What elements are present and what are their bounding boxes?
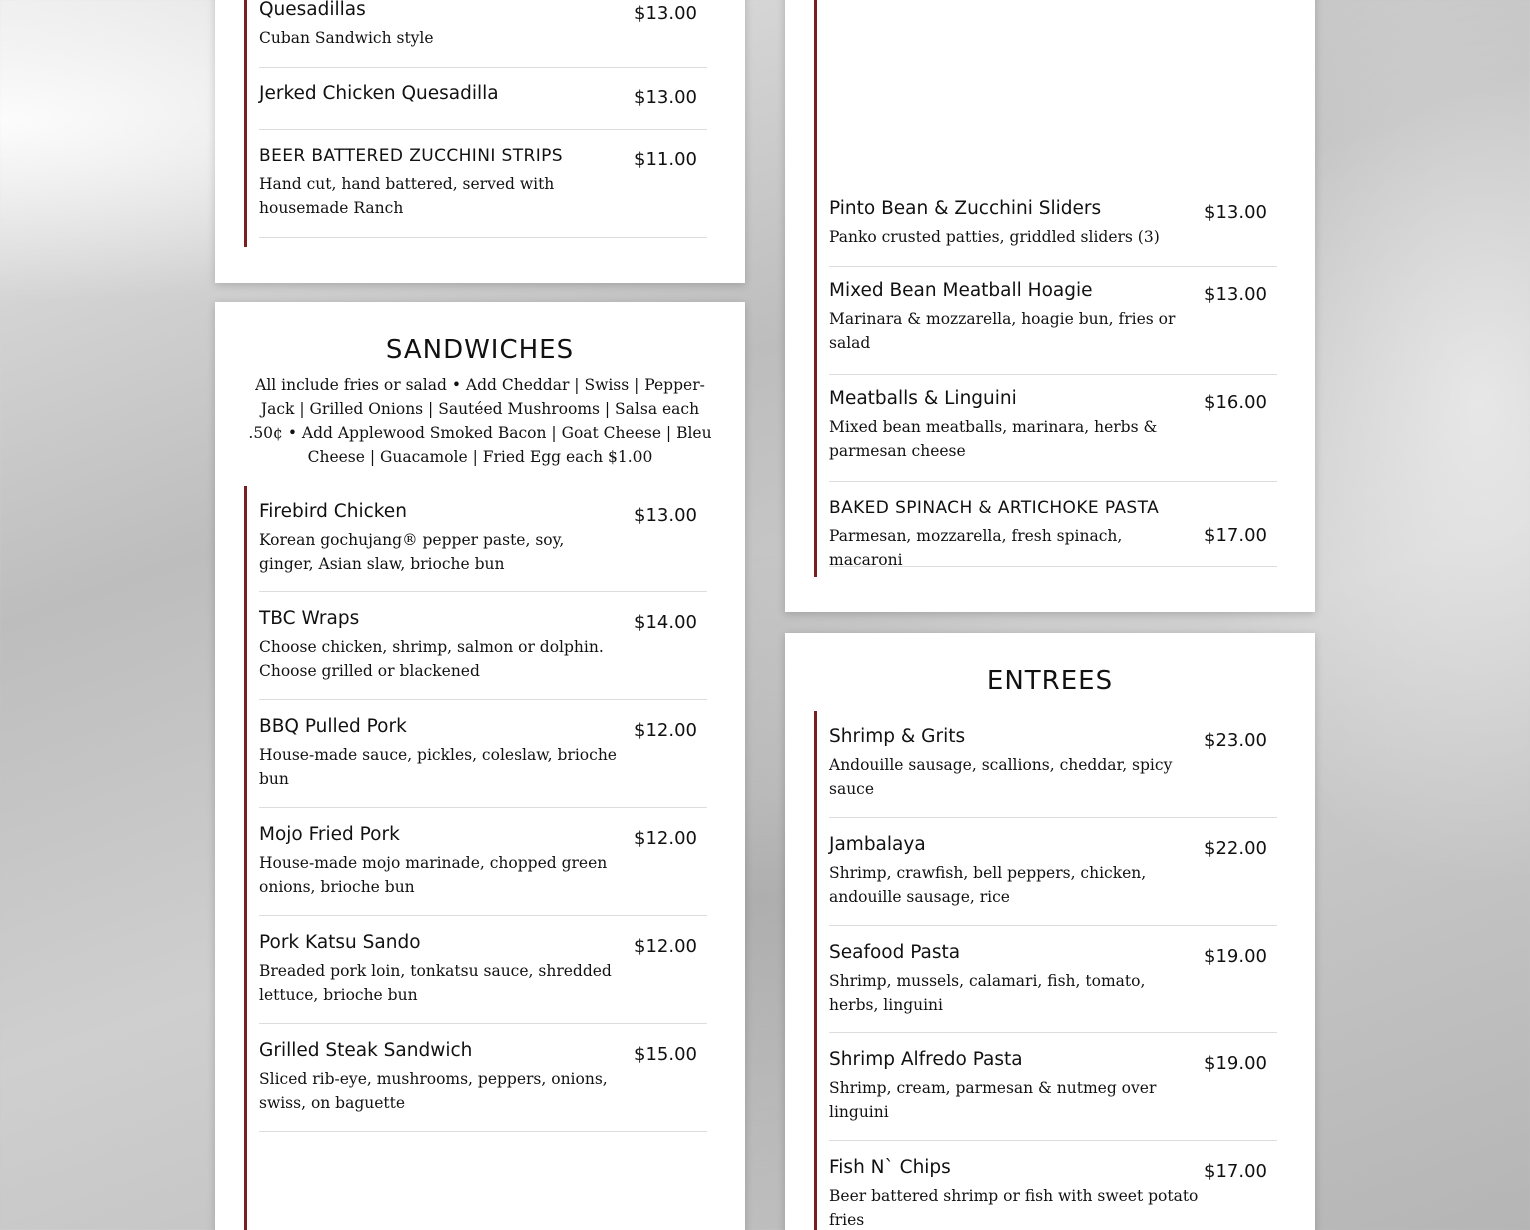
item-description: Cuban Sandwich style: [259, 29, 434, 47]
item-name: Grilled Steak Sandwich: [259, 1040, 473, 1061]
item-name: Jambalaya: [829, 834, 926, 855]
item-description: Andouille sausage, scallions, cheddar, spicy sauce: [829, 756, 1173, 798]
item-price: $11.00: [634, 149, 697, 170]
item-name: BBQ Pulled Pork: [259, 716, 407, 737]
menu-item: [829, 926, 1277, 1033]
item-price: $19.00: [1204, 946, 1267, 967]
menu-item: [259, 808, 707, 916]
menu-item: [829, 267, 1277, 375]
menu-card-appetizers-continued: [215, 0, 745, 283]
item-name: Meatballs & Linguini: [829, 388, 1017, 409]
section-title: ENTREES: [986, 666, 1114, 696]
menu-item: [259, 700, 707, 808]
item-name: Pork Katsu Sando: [259, 932, 421, 953]
item-price: $17.00: [1204, 1161, 1267, 1182]
item-price: $13.00: [634, 505, 697, 526]
item-price: $13.00: [1204, 202, 1267, 223]
item-name: Jerked Chicken Quesadilla: [259, 83, 499, 104]
menu-item: [259, 916, 707, 1024]
menu-card-sandwiches: [215, 302, 745, 1230]
menu-item: [829, 1141, 1277, 1230]
item-name: Mojo Fried Pork: [259, 824, 400, 845]
item-price: $13.00: [1204, 284, 1267, 305]
item-price: $17.00: [1204, 525, 1267, 546]
item-description: Shrimp, cream, parmesan & nutmeg over linguini: [829, 1079, 1157, 1121]
item-description: Choose chicken, shrimp, salmon or dolphin. Choose grilled or blackened: [259, 638, 604, 680]
item-price: $13.00: [634, 87, 697, 108]
menu-list: [814, 711, 1274, 1230]
menu-item: [259, 130, 707, 238]
item-description: Marinara & mozzarella, hoagie bun, fries or salad: [829, 310, 1176, 352]
item-description: Mixed bean meatballs, marinara, herbs & parmesan cheese: [829, 418, 1158, 460]
menu-card-entrees: [785, 633, 1315, 1230]
section-title: SANDWICHES: [385, 335, 575, 365]
item-price: $19.00: [1204, 1053, 1267, 1074]
item-price: $12.00: [634, 720, 697, 741]
item-name: Seafood Pasta: [829, 942, 961, 963]
item-description: Panko crusted patties, griddled sliders (3): [829, 228, 1160, 246]
item-name: Firebird Chicken: [259, 501, 407, 522]
menu-item: [829, 711, 1277, 818]
item-name: Mixed Bean Meatball Hoagie: [829, 280, 1093, 301]
menu-item: [829, 375, 1277, 482]
menu-item: [259, 68, 707, 130]
menu-list: [244, 486, 704, 1230]
item-description: Korean gochujang® pepper paste, soy, ginger, Asian slaw, brioche bun: [259, 531, 565, 573]
menu-card-vegetarian-continued: [785, 0, 1315, 612]
menu-item: [259, 592, 707, 700]
menu-list: [244, 0, 704, 247]
item-price: $12.00: [634, 828, 697, 849]
item-name: Shrimp Alfredo Pasta: [829, 1049, 1023, 1070]
section-note: All include fries or salad • Add Cheddar | Swiss | Pepper-Jack | Grilled Onions | Sautéed Mushrooms | Salsa each .50¢ • Add Applewood Smoked Bacon | Goat Cheese | Bleu Cheese | Guacamole | Fried Egg each $1.00: [248, 376, 712, 466]
item-price: $22.00: [1204, 838, 1267, 859]
item-price: $16.00: [1204, 392, 1267, 413]
item-description: Hand cut, hand battered, served with housemade Ranch: [259, 175, 555, 217]
item-name: BAKED SPINACH & ARTICHOKE PASTA: [829, 498, 1160, 518]
item-price: $12.00: [634, 936, 697, 957]
item-description: Beer battered shrimp or fish with sweet potato fries: [829, 1187, 1199, 1229]
item-description: Breaded pork loin, tonkatsu sauce, shredded lettuce, brioche bun: [259, 962, 612, 1004]
menu-item: [829, 482, 1277, 567]
menu-item: [829, 1033, 1277, 1141]
item-price: $13.00: [634, 3, 697, 24]
item-name: TBC Wraps: [259, 608, 360, 629]
item-description: Shrimp, mussels, calamari, fish, tomato, herbs, linguini: [829, 972, 1146, 1014]
menu-item: [829, 818, 1277, 926]
item-description: Sliced rib-eye, mushrooms, peppers, onions, swiss, on baguette: [259, 1070, 608, 1112]
menu-list: [814, 0, 1274, 577]
item-price: $23.00: [1204, 730, 1267, 751]
item-name: Fish N` Chips: [829, 1157, 951, 1178]
item-name: Pinto Bean & Zucchini Sliders: [829, 198, 1102, 219]
item-price: $14.00: [634, 612, 697, 633]
menu-item: [259, 0, 707, 68]
item-name: Shrimp & Grits: [829, 726, 966, 747]
item-description: Parmesan, mozzarella, fresh spinach, macaroni: [829, 527, 1123, 569]
item-name: Quesadillas: [259, 0, 366, 20]
menu-item: [259, 1024, 707, 1132]
item-price: $15.00: [634, 1044, 697, 1065]
item-description: Shrimp, crawfish, bell peppers, chicken, andouille sausage, rice: [829, 864, 1147, 906]
menu-item: [829, 185, 1277, 267]
item-description: House-made mojo marinade, chopped green onions, brioche bun: [259, 854, 608, 896]
item-description: House-made sauce, pickles, coleslaw, brioche bun: [259, 746, 617, 788]
menu-item: [259, 486, 707, 592]
item-name: BEER BATTERED ZUCCHINI STRIPS: [259, 146, 563, 166]
